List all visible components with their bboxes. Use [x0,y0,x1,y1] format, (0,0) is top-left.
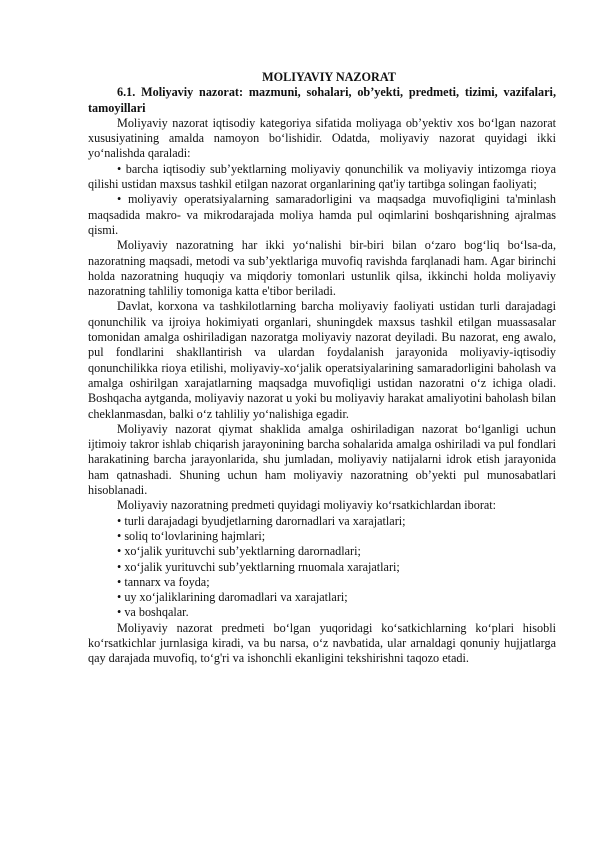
list-item: • xo‘jalik yurituvchi sub’yektlarning darornadlari; [117,544,361,559]
paragraph-comparison: Moliyaviy nazoratning har ikki yo‘nalishi bir-biri bilan o‘zaro bog‘liq bo‘lsa-da, nazoratning maqsadi, metodi va sub’yektlariga muvofiq ravishda farqlanadi ham. Agar birinchi holda nazoratning huquqiy va miqdoriy tomonlari ustunlik qilsa, ikkinchi holda moliyaviy nazoratning tahliliy tomoniga katta e'tibor beriladi. [88,238,556,299]
section-heading: 6.1. Moliyaviy nazorat: mazmuni, sohalari, ob’yekti, predmeti, tizimi, vazifalari, tamoyillari [88,85,556,115]
document-title: MOLIYAVIY NAZORAT [262,70,396,84]
list-item: • soliq to‘lovlarining hajmlari; [117,528,266,543]
paragraph-definition: Davlat, korxona va tashkilotlarning barcha moliyaviy faoliyati ustidan turli darajadagi qonunchilik va ijroiya hokimiyati organlari, shuningdek maxsus tashkil etilgan muassasalar tomonidan amalga oshiriladigan nazoratga moliyaviy nazorat deyiladi. Bu nazorat, eng awalo, pul fondlarini shakllantirish va ulardan foydalanish jarayonida moliyaviy-iqtisodiy qonunchilikka rioya etilishi, moliyaviy-xo‘jalik operatsiyalarining samaradorligini baholash va amalga oshirilgan xarajatlarning maqsadga muvofiqligi ustidan nazoratni o‘z ichiga oladi. Boshqacha aytganda, moliyaviy nazorat u yoki bu moliyaviy harakat amaliyotini baholash bilan cheklanmasdan, balki o‘z tahliliy yo‘nalishiga egadir. [88,299,556,421]
paragraph-object: Moliyaviy nazorat qiymat shaklida amalga oshiriladigan nazorat bo‘lganligi uchun ijtimoiy takror ishlab chiqarish jarayonining barcha sohalarida amalga oshiriladi va pul fondlari harakatining barcha jarayonlarida, shu jumladan, moliyaviy natijalarni idrok etish jarayonida ham qatnashadi. Shuning uchun ham moliyaviy nazoratning ob’yekti pul munosabatlari hisoblanadi. [88,421,556,498]
paragraph-subject-intro: Moliyaviy nazoratning predmeti quyidagi moliyaviy ko‘rsatkichlardan iborat: [117,498,497,513]
list-item: • tannarx va foyda; [117,574,210,589]
paragraph-intro: Moliyaviy nazorat iqtisodiy kategoriya sifatida moliyaga ob’yektiv xos bo‘lgan nazorat xususiyatining amalda namoyon bo‘lishidir. Odatda, moliyaviy nazorat quyidagi ikki yo‘nalishda qaraladi: [88,115,556,161]
paragraph-direction-two: • moliyaviy operatsiyalarning samaradorligini va maqsadga muvofiqligini ta'minlash maqsadida makro- va mikrodarajada moliya hamda pul oqimlarini boshqarishning ajralmas qismi. [88,192,556,237]
document-page [88,70,556,667]
paragraph-closing: Moliyaviy nazorat predmeti bo‘lgan yuqoridagi ko‘satkichlarning ko‘plari hisobli ko‘rsatkichlar jurnlasiga kiradi, va bu narsa, o‘z navbatida, ular arnaldagi qonuniy hujjatlarga qay darajada muvofiq, to‘g'ri va ishonchli ekanligini tekshirishni taqozo etadi. [88,620,556,666]
indicator-list [88,514,556,621]
list-item: • va boshqalar. [117,605,189,620]
list-item: • xo‘jalik yurituvchi sub’yektlarning rnuomala xarajatlari; [117,559,400,574]
paragraph-direction-one: • barcha iqtisodiy sub’yektlarning moliyaviy qonunchilik va moliyaviy intizomga rioya qilishi ustidan maxsus tashkil etilgan nazorat organlarining qat'iy tartibga solingan faoliyati; [88,161,556,192]
list-item: • turli darajadagi byudjetlarning darornadlari va xarajatlari; [117,513,406,528]
list-item: • uy xo‘jaliklarining daromadlari va xarajatlari; [117,590,348,605]
